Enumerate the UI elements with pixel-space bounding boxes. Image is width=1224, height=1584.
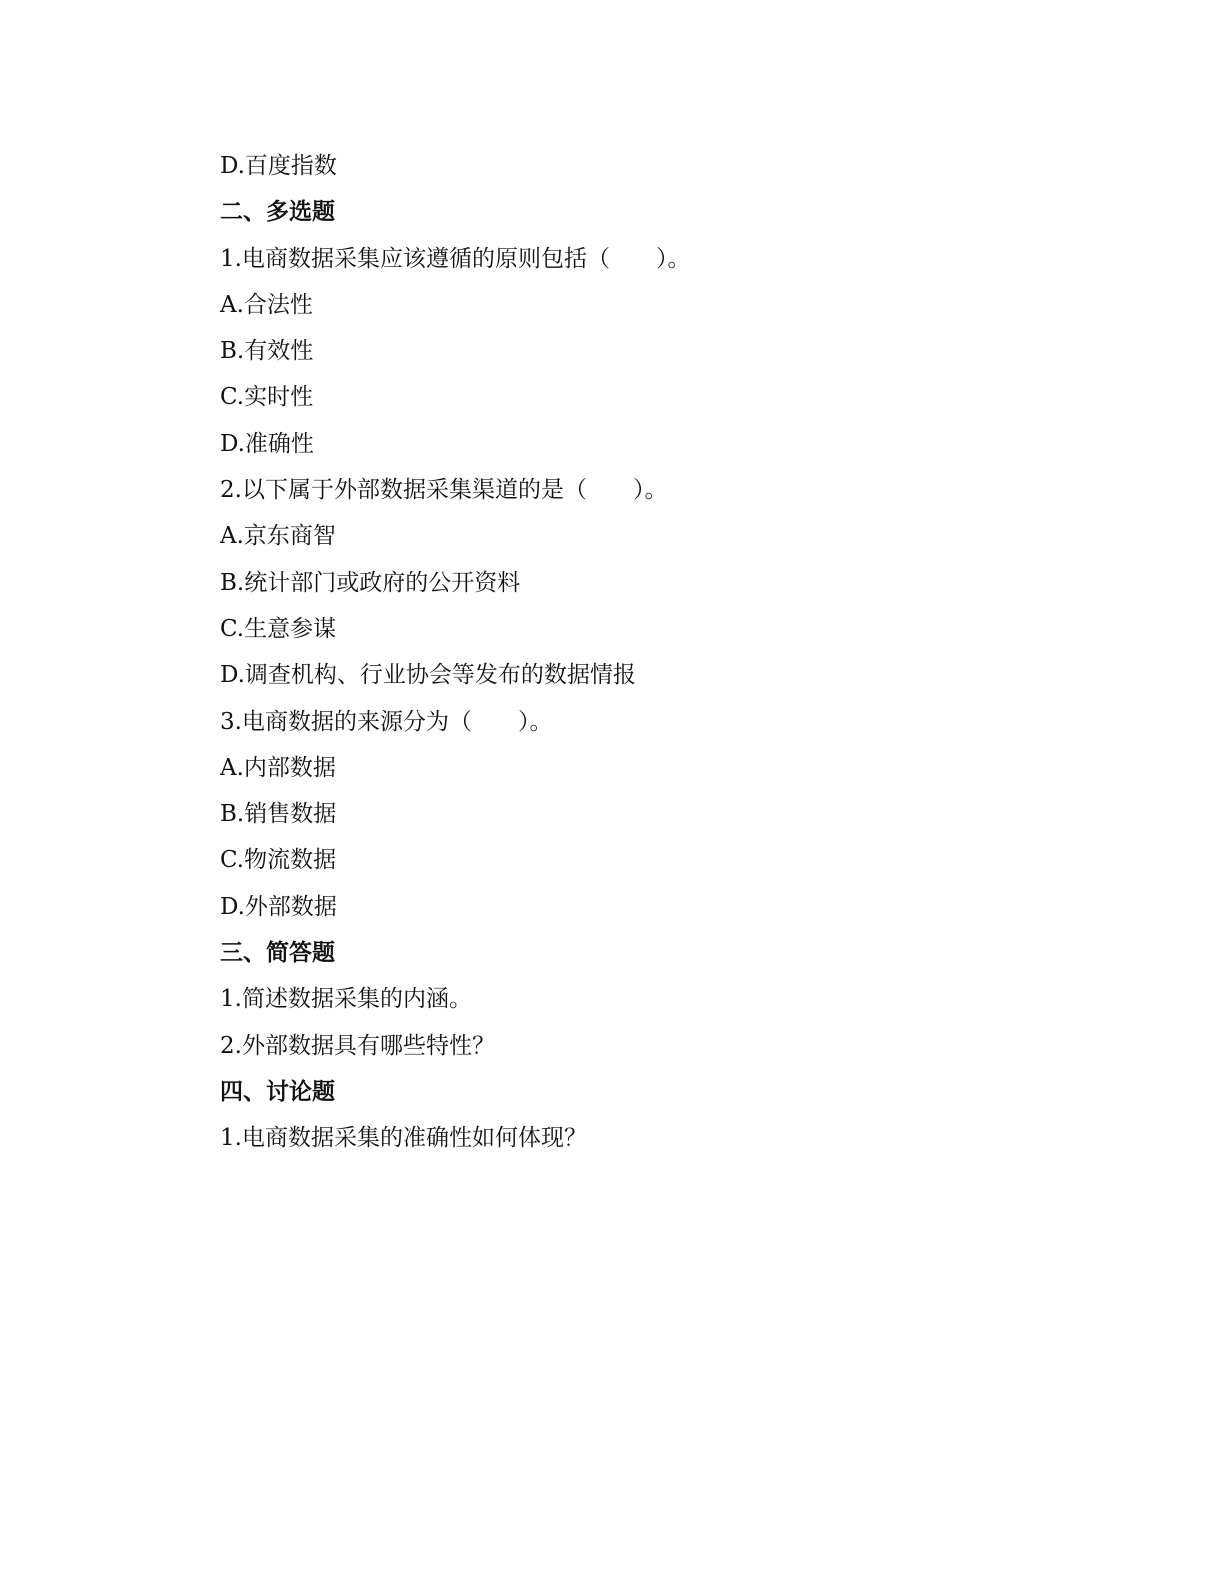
option-mc2-a: A.京东商智 — [220, 523, 336, 550]
option-mc2-c: C.生意参谋 — [220, 615, 337, 642]
option-mc3-a: A.内部数据 — [220, 754, 336, 781]
question-mc-1: 1.电商数据采集应该遵循的原则包括（ ）。 — [220, 245, 691, 272]
option-mc3-c: C.物流数据 — [220, 847, 337, 874]
option-mc2-d: D.调查机构、行业协会等发布的数据情报 — [220, 662, 636, 689]
option-mc1-b: B.有效性 — [220, 338, 314, 365]
section-heading-short-answer: 三、简答题 — [220, 940, 335, 967]
question-discussion-1: 1.电商数据采集的准确性如何体现？ — [220, 1125, 587, 1152]
option-mc3-b: B.销售数据 — [220, 801, 337, 828]
option-mc2-b: B.统计部门或政府的公开资料 — [220, 569, 521, 596]
option-mc1-a: A.合法性 — [220, 291, 313, 318]
question-mc-3: 3.电商数据的来源分为（ ）。 — [220, 708, 553, 735]
question-mc-2: 2.以下属于外部数据采集渠道的是（ ）。 — [220, 477, 668, 504]
option-mc1-c: C.实时性 — [220, 384, 314, 411]
option-d-baidu-index: D.百度指数 — [220, 153, 337, 179]
section-heading-discussion: 四、讨论题 — [220, 1078, 335, 1105]
question-sa-2: 2.外部数据具有哪些特性？ — [220, 1032, 495, 1059]
option-mc1-d: D.准确性 — [220, 430, 314, 457]
section-heading-multiple-choice: 二、多选题 — [220, 199, 335, 226]
document-page — [220, 143, 1020, 1162]
option-mc3-d: D.外部数据 — [220, 893, 337, 920]
question-sa-1: 1.简述数据采集的内涵。 — [220, 986, 472, 1013]
